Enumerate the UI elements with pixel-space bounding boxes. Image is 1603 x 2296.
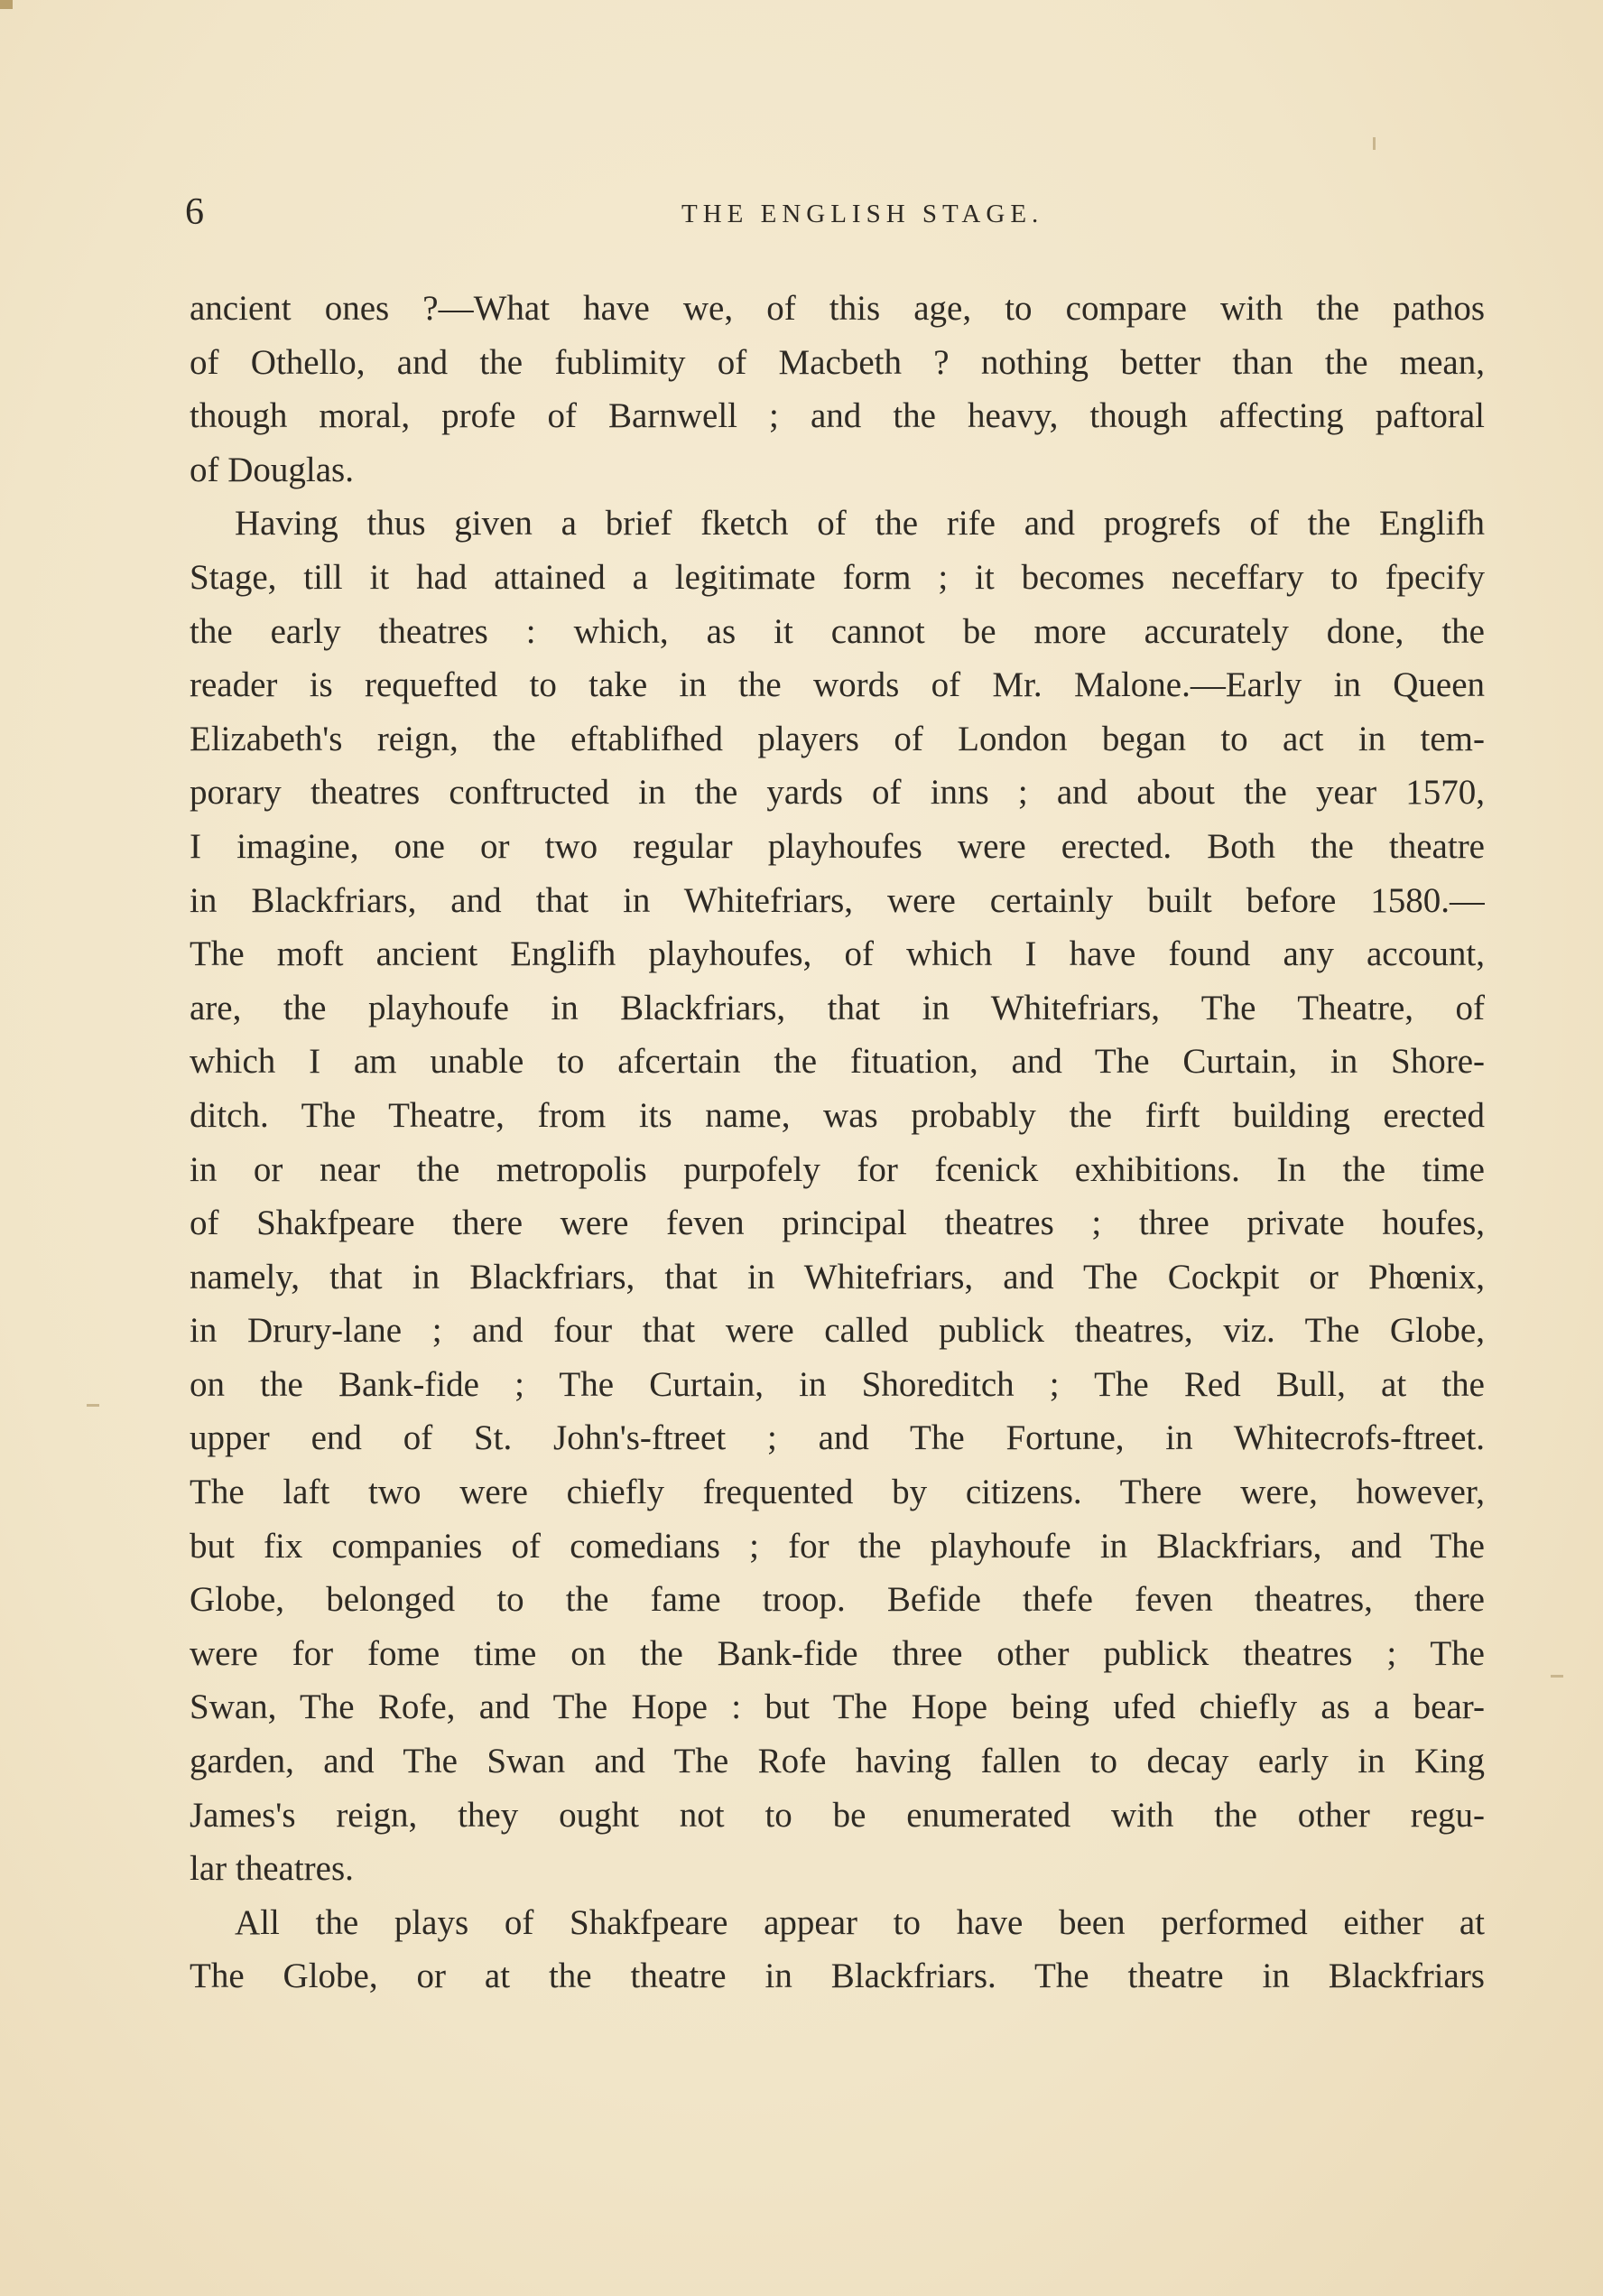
page-speck [1551,1675,1563,1678]
running-title: THE ENGLISH STAGE. [681,200,1044,228]
page-stain-mark [0,0,13,9]
page-speck [1373,137,1376,150]
text-line: upper end of St. John's-ftreet ; and The Fortune, in Whitecrofs-ftreet. [190,1418,1485,1458]
text-line: The laft two were chiefly frequented by citizens. There were, however, [190,1473,1485,1512]
text-line: reader is requefted to take in the words of Mr. Malone.—Early in Queen [190,665,1485,705]
text-line: which I am unable to afcertain the fituation, and The Curtain, in Shore- [190,1042,1485,1082]
text-line: of Douglas. [190,450,354,489]
text-line: on the Bank-fide ; The Curtain, in Shoreditch ; The Red Bull, at the [190,1364,1485,1404]
text-line: Globe, belonged to the fame troop. Befide thefe feven theatres, there [190,1580,1485,1620]
running-head [185,185,1494,239]
text-line: Elizabeth's reign, the eftablifhed players of London began to act in tem- [190,719,1485,758]
text-line: ditch. The Theatre, from its name, was probably the firft building erected [190,1095,1485,1135]
text-line: in Drury-lane ; and four that were called publick theatres, viz. The Globe, [190,1311,1485,1351]
text-line: lar theatres. [190,1849,354,1889]
text-line: garden, and The Swan and The Rofe having fallen to decay early in King [190,1742,1485,1781]
text-line: The moft ancient Englifh playhoufes, of which I have found any account, [190,934,1485,974]
text-line: Having thus given a brief fketch of the rife and progrefs of the Englifh [235,504,1485,544]
text-line: in Blackfriars, and that in Whitefriars, were certainly built before 1580.— [190,880,1485,920]
body-text [190,282,1485,2003]
page-number: 6 [185,191,204,233]
text-line: namely, that in Blackfriars, that in Whitefriars, and The Cockpit or Phœnix, [190,1257,1485,1297]
text-line: All the plays of Shakfpeare appear to have been performed either at [235,1902,1485,1942]
text-line: in or near the metropolis purpofely for fcenick exhibitions. In the time [190,1149,1485,1189]
text-line: of Othello, and the fublimity of Macbeth ? nothing better than the mean, [190,342,1485,382]
text-line: The Globe, or at the theatre in Blackfriars. The theatre in Blackfriars [190,1957,1485,1996]
text-line: Swan, The Rofe, and The Hope : but The Hope being ufed chiefly as a bear- [190,1687,1485,1727]
text-line: ancient ones ?—What have we, of this age, to compare with the pathos [190,289,1485,328]
text-line: were for fome time on the Bank-fide three other publick theatres ; The [190,1633,1485,1673]
text-line: the early theatres : which, as it cannot be more accurately done, the [190,611,1485,651]
text-line: James's reign, they ought not to be enumerated with the other regu- [190,1795,1485,1835]
text-line: are, the playhoufe in Blackfriars, that in Whitefriars, The Theatre, of [190,988,1485,1027]
page-speck [87,1404,99,1407]
text-line: though moral, profe of Barnwell ; and the heavy, though affecting paftoral [190,396,1485,436]
text-line: but fix companies of comedians ; for the playhoufe in Blackfriars, and The [190,1526,1485,1566]
text-line: of Shakfpeare there were feven principal theatres ; three private houfes, [190,1204,1485,1243]
text-line: I imagine, one or two regular playhoufes were erected. Both the theatre [190,826,1485,866]
text-line: Stage, till it had attained a legitimate form ; it becomes neceffary to fpecify [190,557,1485,597]
text-line: porary theatres conftructed in the yards of inns ; and about the year 1570, [190,773,1485,813]
